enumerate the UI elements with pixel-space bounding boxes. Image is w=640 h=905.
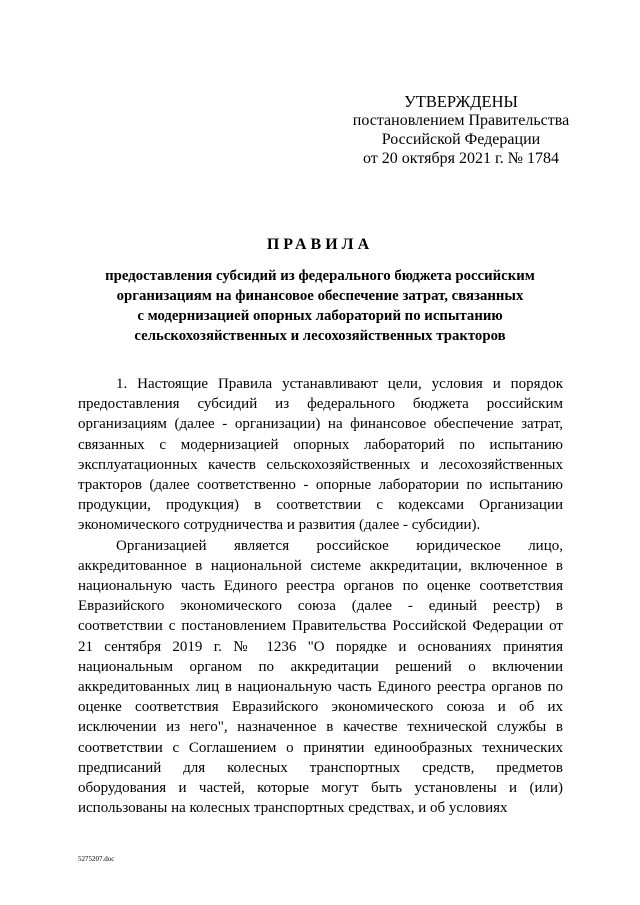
approval-authority: Российской Федерации	[381, 131, 541, 148]
approval-block	[330, 92, 592, 168]
subtitle-line: предоставления субсидий из федерального бюджета российским	[105, 268, 535, 284]
document-subtitle	[80, 266, 560, 346]
subtitle-line: сельскохозяйственных и лесохозяйственных тракторов	[134, 328, 506, 344]
document-title: ПРАВИЛА	[266, 236, 374, 253]
paragraph-1: 1. Настоящие Правила устанавливают цели, условия и порядок предоставления субсидий из федерального бюджета российским организациям (далее - организации) на финансовое обеспечение затрат, связанных с модернизацией опорных лабораторий по испытанию эксплуатационных качеств сельскохозяйственных и лесохозяйственных тракторов (далее соответственно - опорные лаборатории по испытанию продукции, продукция) в соответствии с кодексами Организации экономического сотрудничества и развития (далее - субсидии).	[78, 376, 563, 534]
file-name-footer: 5275207.doc	[78, 855, 115, 863]
approval-decree: постановлением Правительства	[352, 112, 570, 129]
approval-heading: УТВЕРЖДЕНЫ	[404, 92, 518, 111]
subtitle-line: с модернизацией опорных лабораторий по испытанию	[137, 308, 503, 324]
paragraph-2: Организацией является российское юридическое лицо, аккредитованное в национальной системе аккредитации, включенное в национальную часть Единого реестра органов по оценке соответствия Евразийского экономического союза (далее - единый реестр) в соответствии с постановлением Правительства Российской Федерации от 21 сентября 2019 г. № 1236 "О порядке и основаниях принятия национальным органом по аккредитации решений о включении аккредитованных лиц в национальную часть Единого реестра органов по оценке соответствия Евразийского экономического союза и об их исключении из него", назначенное в качестве технической службы в соответствии с Соглашением о принятии единообразных технических предписаний для колесных транспортных средств, предметов оборудования и частей, которые могут быть установлены и (или) использованы на колесных транспортных средствах, и об условиях	[78, 537, 563, 817]
approval-date-number: от 20 октября 2021 г. № 1784	[362, 150, 559, 167]
subtitle-line: организациям на финансовое обеспечение затрат, связанных	[116, 288, 524, 304]
document-body	[78, 374, 563, 818]
